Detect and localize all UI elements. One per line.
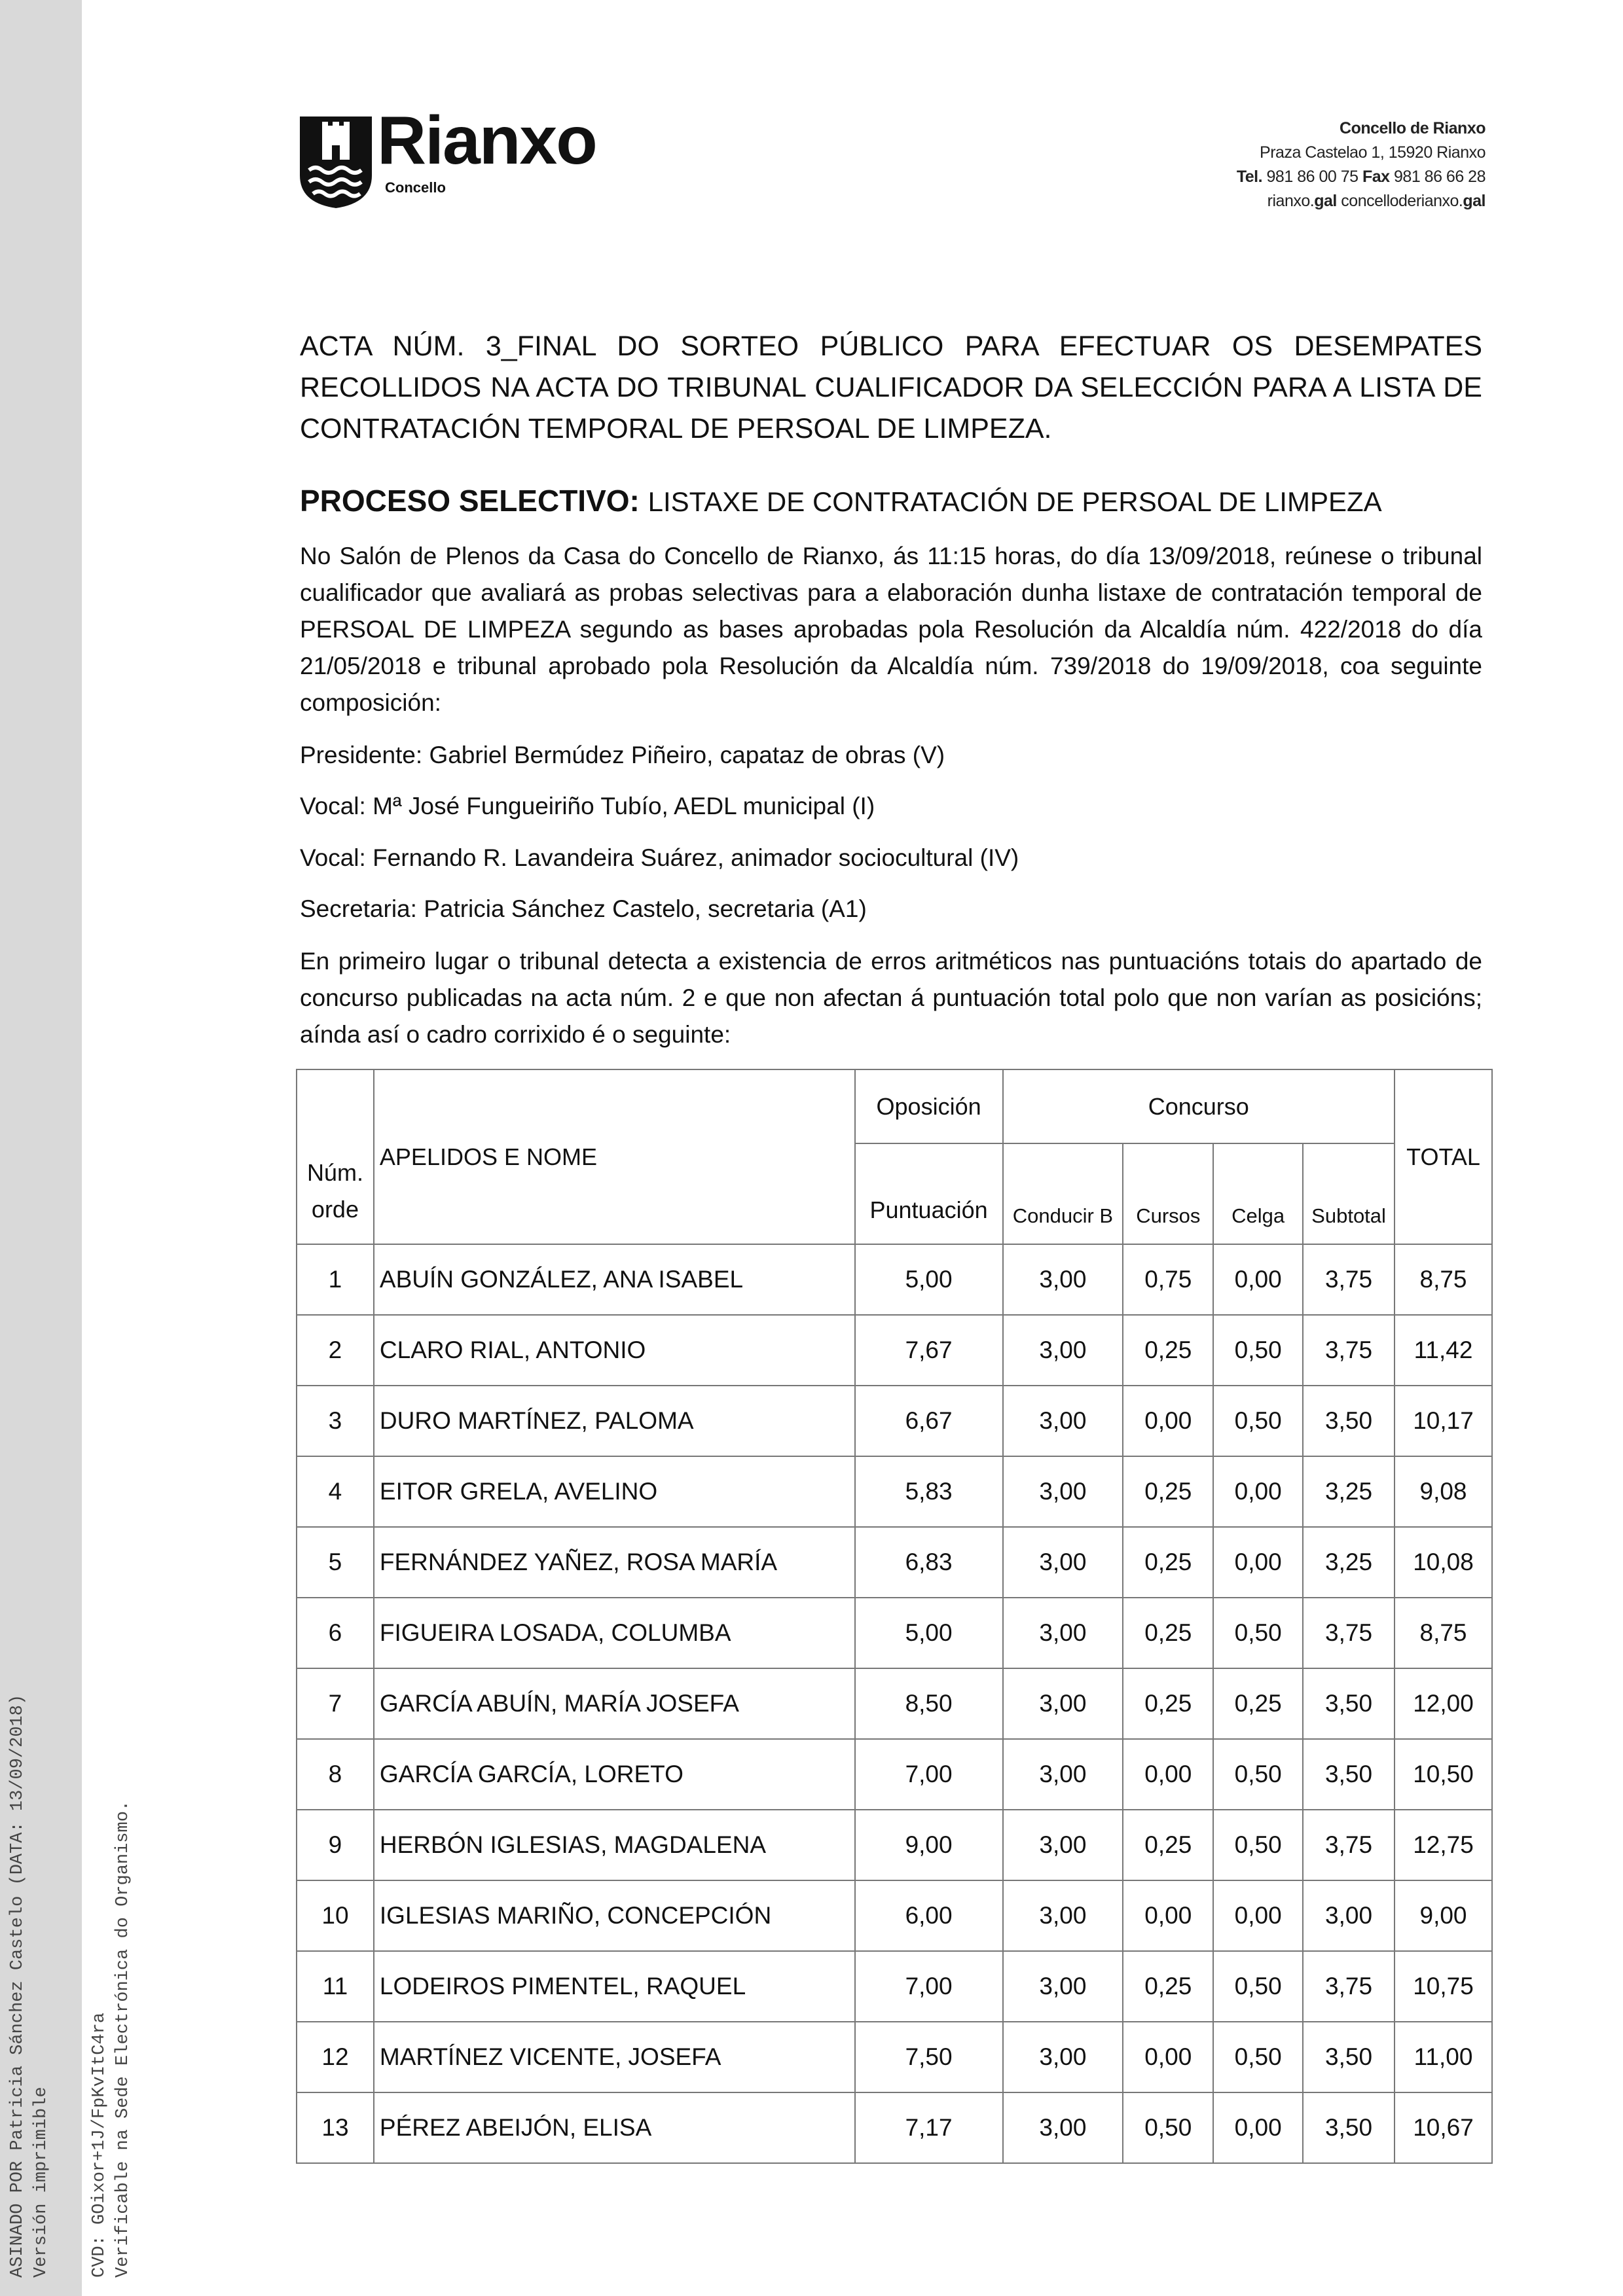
cell-subtotal: 3,75 <box>1303 1244 1395 1315</box>
cell-num: 6 <box>297 1598 374 1668</box>
cell-name: GARCÍA GARCÍA, LORETO <box>374 1739 855 1810</box>
table-row <box>297 2092 1492 2163</box>
cell-total: 10,75 <box>1395 1951 1492 2022</box>
cell-conducir: 3,00 <box>1003 1739 1123 1810</box>
cell-puntuacion: 7,00 <box>855 1739 1003 1810</box>
street-address: Praza Castelao 1, 15920 Rianxo <box>1260 143 1486 162</box>
cell-celga: 0,50 <box>1213 1386 1303 1456</box>
cell-puntuacion: 5,83 <box>855 1456 1003 1527</box>
cell-subtotal: 3,50 <box>1303 2022 1395 2092</box>
cell-puntuacion: 7,67 <box>855 1315 1003 1386</box>
cell-name: IGLESIAS MARIÑO, CONCEPCIÓN <box>374 1880 855 1951</box>
cell-name: CLARO RIAL, ANTONIO <box>374 1315 855 1386</box>
cell-celga: 0,50 <box>1213 1739 1303 1810</box>
table-row <box>297 1880 1492 1951</box>
cell-subtotal: 3,50 <box>1303 1386 1395 1456</box>
cell-celga: 0,00 <box>1213 2092 1303 2163</box>
phone-line: Tel. 981 86 00 75 Fax 981 86 66 28 <box>1236 168 1486 186</box>
cell-conducir: 3,00 <box>1003 1456 1123 1527</box>
cell-puntuacion: 6,67 <box>855 1386 1003 1456</box>
header-total: TOTAL <box>1395 1069 1492 1244</box>
org-name: Concello de Rianxo <box>1340 119 1486 137</box>
logo-subtitle: Concello <box>385 179 446 196</box>
cell-subtotal: 3,50 <box>1303 1668 1395 1739</box>
member-president: Presidente: Gabriel Bermúdez Piñeiro, capataz de obras (V) <box>300 742 945 768</box>
member-vocal-2: Vocal: Fernando R. Lavandeira Suárez, animador sociocultural (IV) <box>300 844 1019 871</box>
cell-name: GARCÍA ABUÍN, MARÍA JOSEFA <box>374 1668 855 1739</box>
cell-num: 13 <box>297 2092 374 2163</box>
cell-subtotal: 3,75 <box>1303 1810 1395 1880</box>
cell-cursos: 0,25 <box>1123 1456 1213 1527</box>
cell-celga: 0,00 <box>1213 1527 1303 1598</box>
cell-puntuacion: 8,50 <box>855 1668 1003 1739</box>
document-title: ACTA NÚM. 3_FINAL DO SORTEO PÚBLICO PARA EFECTUAR OS DESEMPATES RECOLLIDOS NA ACTA DO TRIBUNAL CUALIFICADOR DA SELECCIÓN PARA A LISTA DE CONTRATACIÓN TEMPORAL DE PERSOAL DE LIMPEZA. <box>300 331 1482 444</box>
cell-total: 8,75 <box>1395 1244 1492 1315</box>
cell-num: 5 <box>297 1527 374 1598</box>
cell-celga: 0,50 <box>1213 1951 1303 2022</box>
table-row <box>297 1598 1492 1668</box>
cell-name: DURO MARTÍNEZ, PALOMA <box>374 1386 855 1456</box>
table-row <box>297 1386 1492 1456</box>
table-row <box>297 1315 1492 1386</box>
cell-total: 9,00 <box>1395 1880 1492 1951</box>
shield-icon <box>300 117 372 208</box>
cell-conducir: 3,00 <box>1003 1880 1123 1951</box>
cell-conducir: 3,00 <box>1003 1668 1123 1739</box>
cell-name: LODEIROS PIMENTEL, RAQUEL <box>374 1951 855 2022</box>
website-line: rianxo.gal concelloderianxo.gal <box>1267 192 1486 210</box>
cell-cursos: 0,25 <box>1123 1951 1213 2022</box>
cell-num: 2 <box>297 1315 374 1386</box>
cell-conducir: 3,00 <box>1003 1951 1123 2022</box>
cell-puntuacion: 6,83 <box>855 1527 1003 1598</box>
header-oposicion: Oposición <box>855 1069 1003 1143</box>
cell-celga: 0,00 <box>1213 1244 1303 1315</box>
cell-name: ABUÍN GONZÁLEZ, ANA ISABEL <box>374 1244 855 1315</box>
process-value: LISTAXE DE CONTRATACIÓN DE PERSOAL DE LIMPEZA <box>647 486 1382 517</box>
cell-num: 11 <box>297 1951 374 2022</box>
cell-puntuacion: 9,00 <box>855 1810 1003 1880</box>
concello-logo <box>300 103 640 216</box>
cell-cursos: 0,75 <box>1123 1244 1213 1315</box>
cell-cursos: 0,25 <box>1123 1598 1213 1668</box>
table-row <box>297 1456 1492 1527</box>
cell-total: 12,75 <box>1395 1810 1492 1880</box>
table-row <box>297 1668 1492 1739</box>
process-label: PROCESO SELECTIVO: <box>300 484 640 518</box>
cell-conducir: 3,00 <box>1003 1315 1123 1386</box>
cell-puntuacion: 6,00 <box>855 1880 1003 1951</box>
cell-puntuacion: 7,50 <box>855 2022 1003 2092</box>
cell-puntuacion: 7,00 <box>855 1951 1003 2022</box>
table-row <box>297 2022 1492 2092</box>
cell-conducir: 3,00 <box>1003 1527 1123 1598</box>
cell-total: 8,75 <box>1395 1598 1492 1668</box>
cell-name: FIGUEIRA LOSADA, COLUMBA <box>374 1598 855 1668</box>
scores-table <box>296 1069 1493 2164</box>
cell-total: 11,00 <box>1395 2022 1492 2092</box>
errors-paragraph: En primeiro lugar o tribunal detecta a existencia de erros aritméticos nas puntuacións totais do apartado de concurso publicadas na acta núm. 2 e que non afectan á puntuación total polo que non varían as posicións; aínda así o cadro corrixido é o seguinte: <box>300 948 1482 1048</box>
cell-conducir: 3,00 <box>1003 2092 1123 2163</box>
cell-celga: 0,00 <box>1213 1456 1303 1527</box>
cell-conducir: 3,00 <box>1003 1244 1123 1315</box>
cell-puntuacion: 5,00 <box>855 1598 1003 1668</box>
cell-num: 3 <box>297 1386 374 1456</box>
table-body <box>297 1244 1492 2163</box>
cell-subtotal: 3,25 <box>1303 1456 1395 1527</box>
cell-subtotal: 3,50 <box>1303 2092 1395 2163</box>
cell-num: 9 <box>297 1810 374 1880</box>
cell-total: 10,17 <box>1395 1386 1492 1456</box>
table-row <box>297 1951 1492 2022</box>
cell-subtotal: 3,75 <box>1303 1598 1395 1668</box>
cell-cursos: 0,00 <box>1123 1386 1213 1456</box>
cell-total: 9,08 <box>1395 1456 1492 1527</box>
cell-num: 8 <box>297 1739 374 1810</box>
cvd-code-text: CVD: GOixor+1J/FpKvItC4ra <box>90 2012 109 2278</box>
cell-conducir: 3,00 <box>1003 1386 1123 1456</box>
cell-num: 7 <box>297 1668 374 1739</box>
cell-celga: 0,00 <box>1213 1880 1303 1951</box>
cell-subtotal: 3,75 <box>1303 1315 1395 1386</box>
cell-celga: 0,50 <box>1213 2022 1303 2092</box>
cell-celga: 0,50 <box>1213 1810 1303 1880</box>
cell-cursos: 0,25 <box>1123 1527 1213 1598</box>
printable-version-text: Versión imprimible <box>31 2087 51 2278</box>
header-celga: Celga <box>1213 1143 1303 1244</box>
cell-puntuacion: 5,00 <box>855 1244 1003 1315</box>
cell-cursos: 0,00 <box>1123 2022 1213 2092</box>
process-heading <box>300 481 1482 522</box>
header-subtotal: Subtotal <box>1303 1143 1395 1244</box>
cell-subtotal: 3,50 <box>1303 1739 1395 1810</box>
cell-conducir: 3,00 <box>1003 1598 1123 1668</box>
cell-subtotal: 3,75 <box>1303 1951 1395 2022</box>
cell-cursos: 0,00 <box>1123 1880 1213 1951</box>
header-puntuacion: Puntuación <box>855 1143 1003 1244</box>
cell-celga: 0,50 <box>1213 1598 1303 1668</box>
member-secretary: Secretaria: Patricia Sánchez Castelo, secretaria (A1) <box>300 895 867 922</box>
cell-puntuacion: 7,17 <box>855 2092 1003 2163</box>
cell-total: 10,67 <box>1395 2092 1492 2163</box>
member-vocal-1: Vocal: Mª José Fungueiriño Tubío, AEDL municipal (I) <box>300 793 875 819</box>
cell-total: 10,08 <box>1395 1527 1492 1598</box>
cell-cursos: 0,25 <box>1123 1315 1213 1386</box>
cell-num: 12 <box>297 2022 374 2092</box>
cell-cursos: 0,00 <box>1123 1739 1213 1810</box>
cell-num: 1 <box>297 1244 374 1315</box>
cell-name: FERNÁNDEZ YAÑEZ, ROSA MARÍA <box>374 1527 855 1598</box>
cell-celga: 0,50 <box>1213 1315 1303 1386</box>
cell-subtotal: 3,00 <box>1303 1880 1395 1951</box>
cell-total: 11,42 <box>1395 1315 1492 1386</box>
header-name: APELIDOS E NOME <box>374 1069 855 1244</box>
logo-name: Rianxo <box>377 103 596 179</box>
cell-conducir: 3,00 <box>1003 2022 1123 2092</box>
cell-total: 12,00 <box>1395 1668 1492 1739</box>
table-row <box>297 1527 1492 1598</box>
header-concurso: Concurso <box>1003 1069 1395 1143</box>
address-block <box>1119 117 1486 213</box>
cell-num: 4 <box>297 1456 374 1527</box>
intro-paragraph: No Salón de Plenos da Casa do Concello de Rianxo, ás 11:15 horas, do día 13/09/2018, reúnese o tribunal cualificador que avaliará as probas selectivas para a elaboración dunha listaxe de contratación temporal de PERSOAL DE LIMPEZA segundo as bases aprobadas pola Resolución da Alcaldía núm. 422/2018 do día 21/05/2018 e tribunal aprobado pola Resolución da Alcaldía núm. 739/2018 do 19/09/2018, coa seguinte composición: <box>300 543 1482 716</box>
table-row <box>297 1739 1492 1810</box>
table-row <box>297 1244 1492 1315</box>
cell-num: 10 <box>297 1880 374 1951</box>
cell-conducir: 3,00 <box>1003 1810 1123 1880</box>
cell-cursos: 0,50 <box>1123 2092 1213 2163</box>
header-cursos: Cursos <box>1123 1143 1213 1244</box>
header-num: Núm. orde <box>297 1069 374 1244</box>
table-row <box>297 1810 1492 1880</box>
cell-name: HERBÓN IGLESIAS, MAGDALENA <box>374 1810 855 1880</box>
cell-cursos: 0,25 <box>1123 1810 1213 1880</box>
cell-name: EITOR GRELA, AVELINO <box>374 1456 855 1527</box>
cell-name: MARTÍNEZ VICENTE, JOSEFA <box>374 2022 855 2092</box>
verification-text: Verificable na Sede Electrónica do Organismo. <box>113 1800 133 2278</box>
cell-subtotal: 3,25 <box>1303 1527 1395 1598</box>
signature-text: ASINADO POR Patricia Sánchez Castelo (DATA: 13/09/2018) <box>8 1694 27 2278</box>
cell-cursos: 0,25 <box>1123 1668 1213 1739</box>
header-conducir: Conducir B <box>1003 1143 1123 1244</box>
cell-celga: 0,25 <box>1213 1668 1303 1739</box>
cell-name: PÉREZ ABEIJÓN, ELISA <box>374 2092 855 2163</box>
cell-total: 10,50 <box>1395 1739 1492 1810</box>
